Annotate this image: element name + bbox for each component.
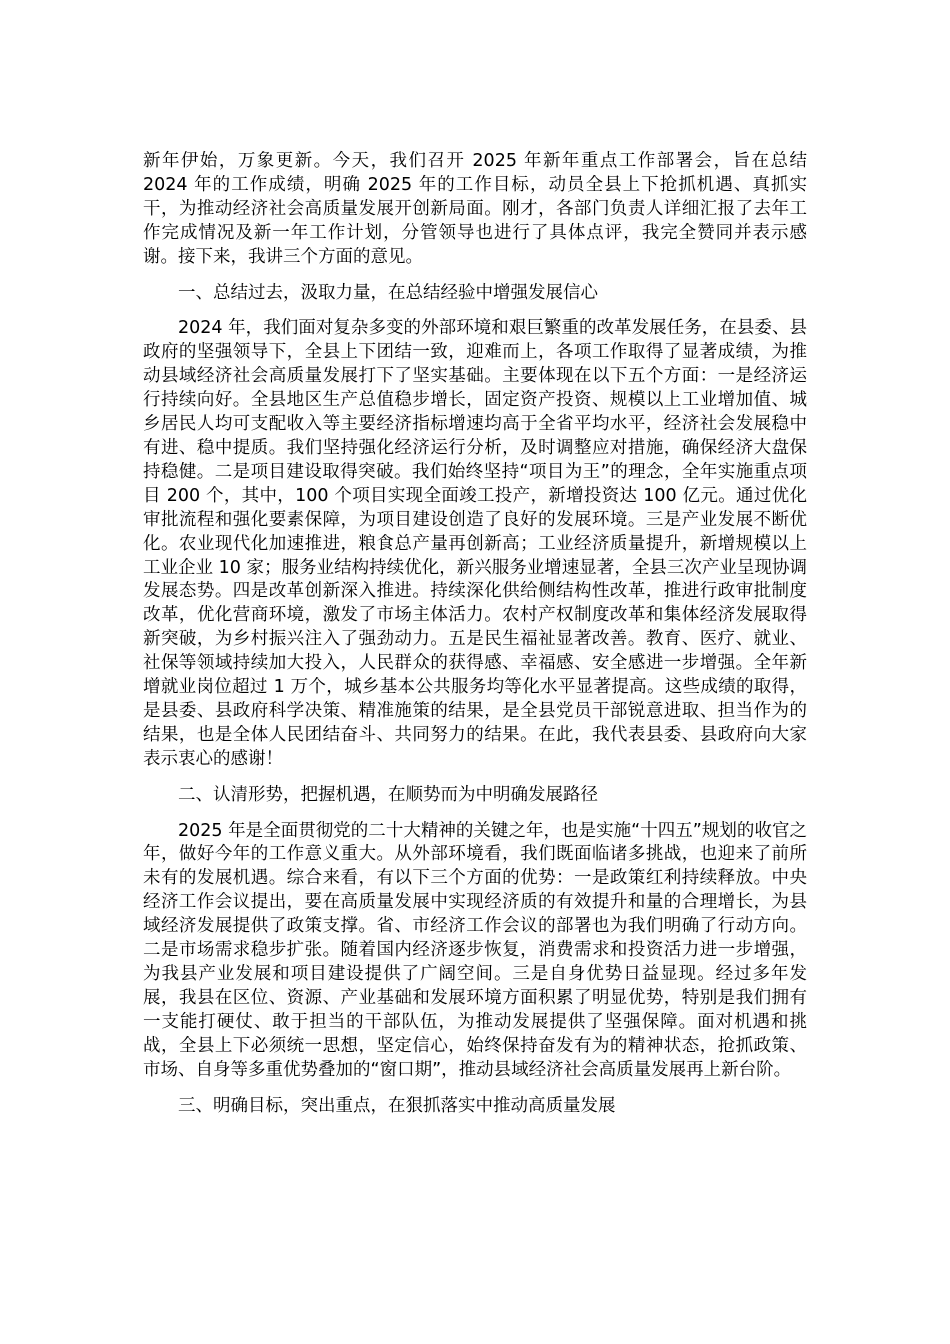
section-1-paragraph: 2024 年，我们面对复杂多变的外部环境和艰巨繁重的改革发展任务，在县委、县政府的坚强领导下，全县上下团结一致，迎难而上，各项工作取得了显著成绩，为推动县域经济社会高质量发展打下了坚实基础。主要体现在以下五个方面：一是经济运行持续向好。全县地区生产总值稳步增长，固定资产投资、规模以上工业增加值、城乡居民人均可支配收入等主要经济指标增速均高于全省平均水平，经济社会发展稳中有进、稳中提质。我们坚持强化经济运行分析，及时调整应对措施，确保经济大盘保持稳健。二是项目建设取得突破。我们始终坚持“项目为王”的理念，全年实施重点项目 200 个，其中，100 个项目实现全面竣工投产，新增投资达 100 亿元。通过优化审批流程和强化要素保障，为项目建设创造了良好的发展环境。三是产业发展不断优化。农业现代化加速推进，粮食总产量再创新高；工业经济质量提升，新增规模以上工业企业 10 家；服务业结构持续优化，新兴服务业增速显著，全县三次产业呈现协调发展态势。四是改革创新深入推进。持续深化供给侧结构性改革，推进行政审批制度改革，优化营商环境，激发了市场主体活力。农村产权制度改革和集体经济发展取得新突破，为乡村振兴注入了强劲动力。五是民生福祉显著改善。教育、医疗、就业、社保等领域持续加大投入，人民群众的获得感、幸福感、安全感进一步增强。全年新增就业岗位超过 1 万个，城乡基本公共服务均等化水平显著提高。这些成绩的取得，是县委、县政府科学决策、精准施策的结果，是全县党员干部锐意进取、担当作为的结果，也是全体人民团结奋斗、共同努力的结果。在此，我代表县委、县政府向大家表示衷心的感谢！: [143, 318, 807, 769]
document-body: [143, 150, 807, 1130]
intro-paragraph: 新年伊始，万象更新。今天，我们召开 2025 年新年重点工作部署会，旨在总结 2024 年的工作成绩，明确 2025 年的工作目标，动员全县上下抢抓机遇、真抓实干，为推动经济社会高质量发展开创新局面。刚才，各部门负责人详细汇报了去年工作完成情况及新一年工作计划，分管领导也进行了具体点评，我完全赞同并表示感谢。接下来，我讲三个方面的意见。: [143, 151, 807, 267]
section-heading-3: 三、明确目标，突出重点，在狠抓落实中推动高质量发展: [178, 1095, 616, 1116]
section-heading-2: 二、认清形势，把握机遇，在顺势而为中明确发展路径: [178, 784, 598, 805]
section-heading-1: 一、总结过去，汲取力量，在总结经验中增强发展信心: [178, 282, 598, 303]
section-2-paragraph: 2025 年是全面贯彻党的二十大精神的关键之年，也是实施“十四五”规划的收官之年，做好今年的工作意义重大。从外部环境看，我们既面临诸多挑战，也迎来了前所未有的发展机遇。综合来看，有以下三个方面的优势：一是政策红利持续释放。中央经济工作会议提出，要在高质量发展中实现经济质的有效提升和量的合理增长，为县域经济发展提供了政策支撑。省、市经济工作会议的部署也为我们明确了行动方向。二是市场需求稳步扩张。随着国内经济逐步恢复，消费需求和投资活力进一步增强，为我县产业发展和项目建设提供了广阔空间。三是自身优势日益显现。经过多年发展，我县在区位、资源、产业基础和发展环境方面积累了明显优势，特别是我们拥有一支能打硬仗、敢于担当的干部队伍，为推动发展提供了坚强保障。面对机遇和挑战，全县上下必须统一思想，坚定信心，始终保持奋发有为的精神状态，抢抓政策、市场、自身等多重优势叠加的“窗口期”，推动县域经济社会高质量发展再上新台阶。: [143, 820, 807, 1080]
